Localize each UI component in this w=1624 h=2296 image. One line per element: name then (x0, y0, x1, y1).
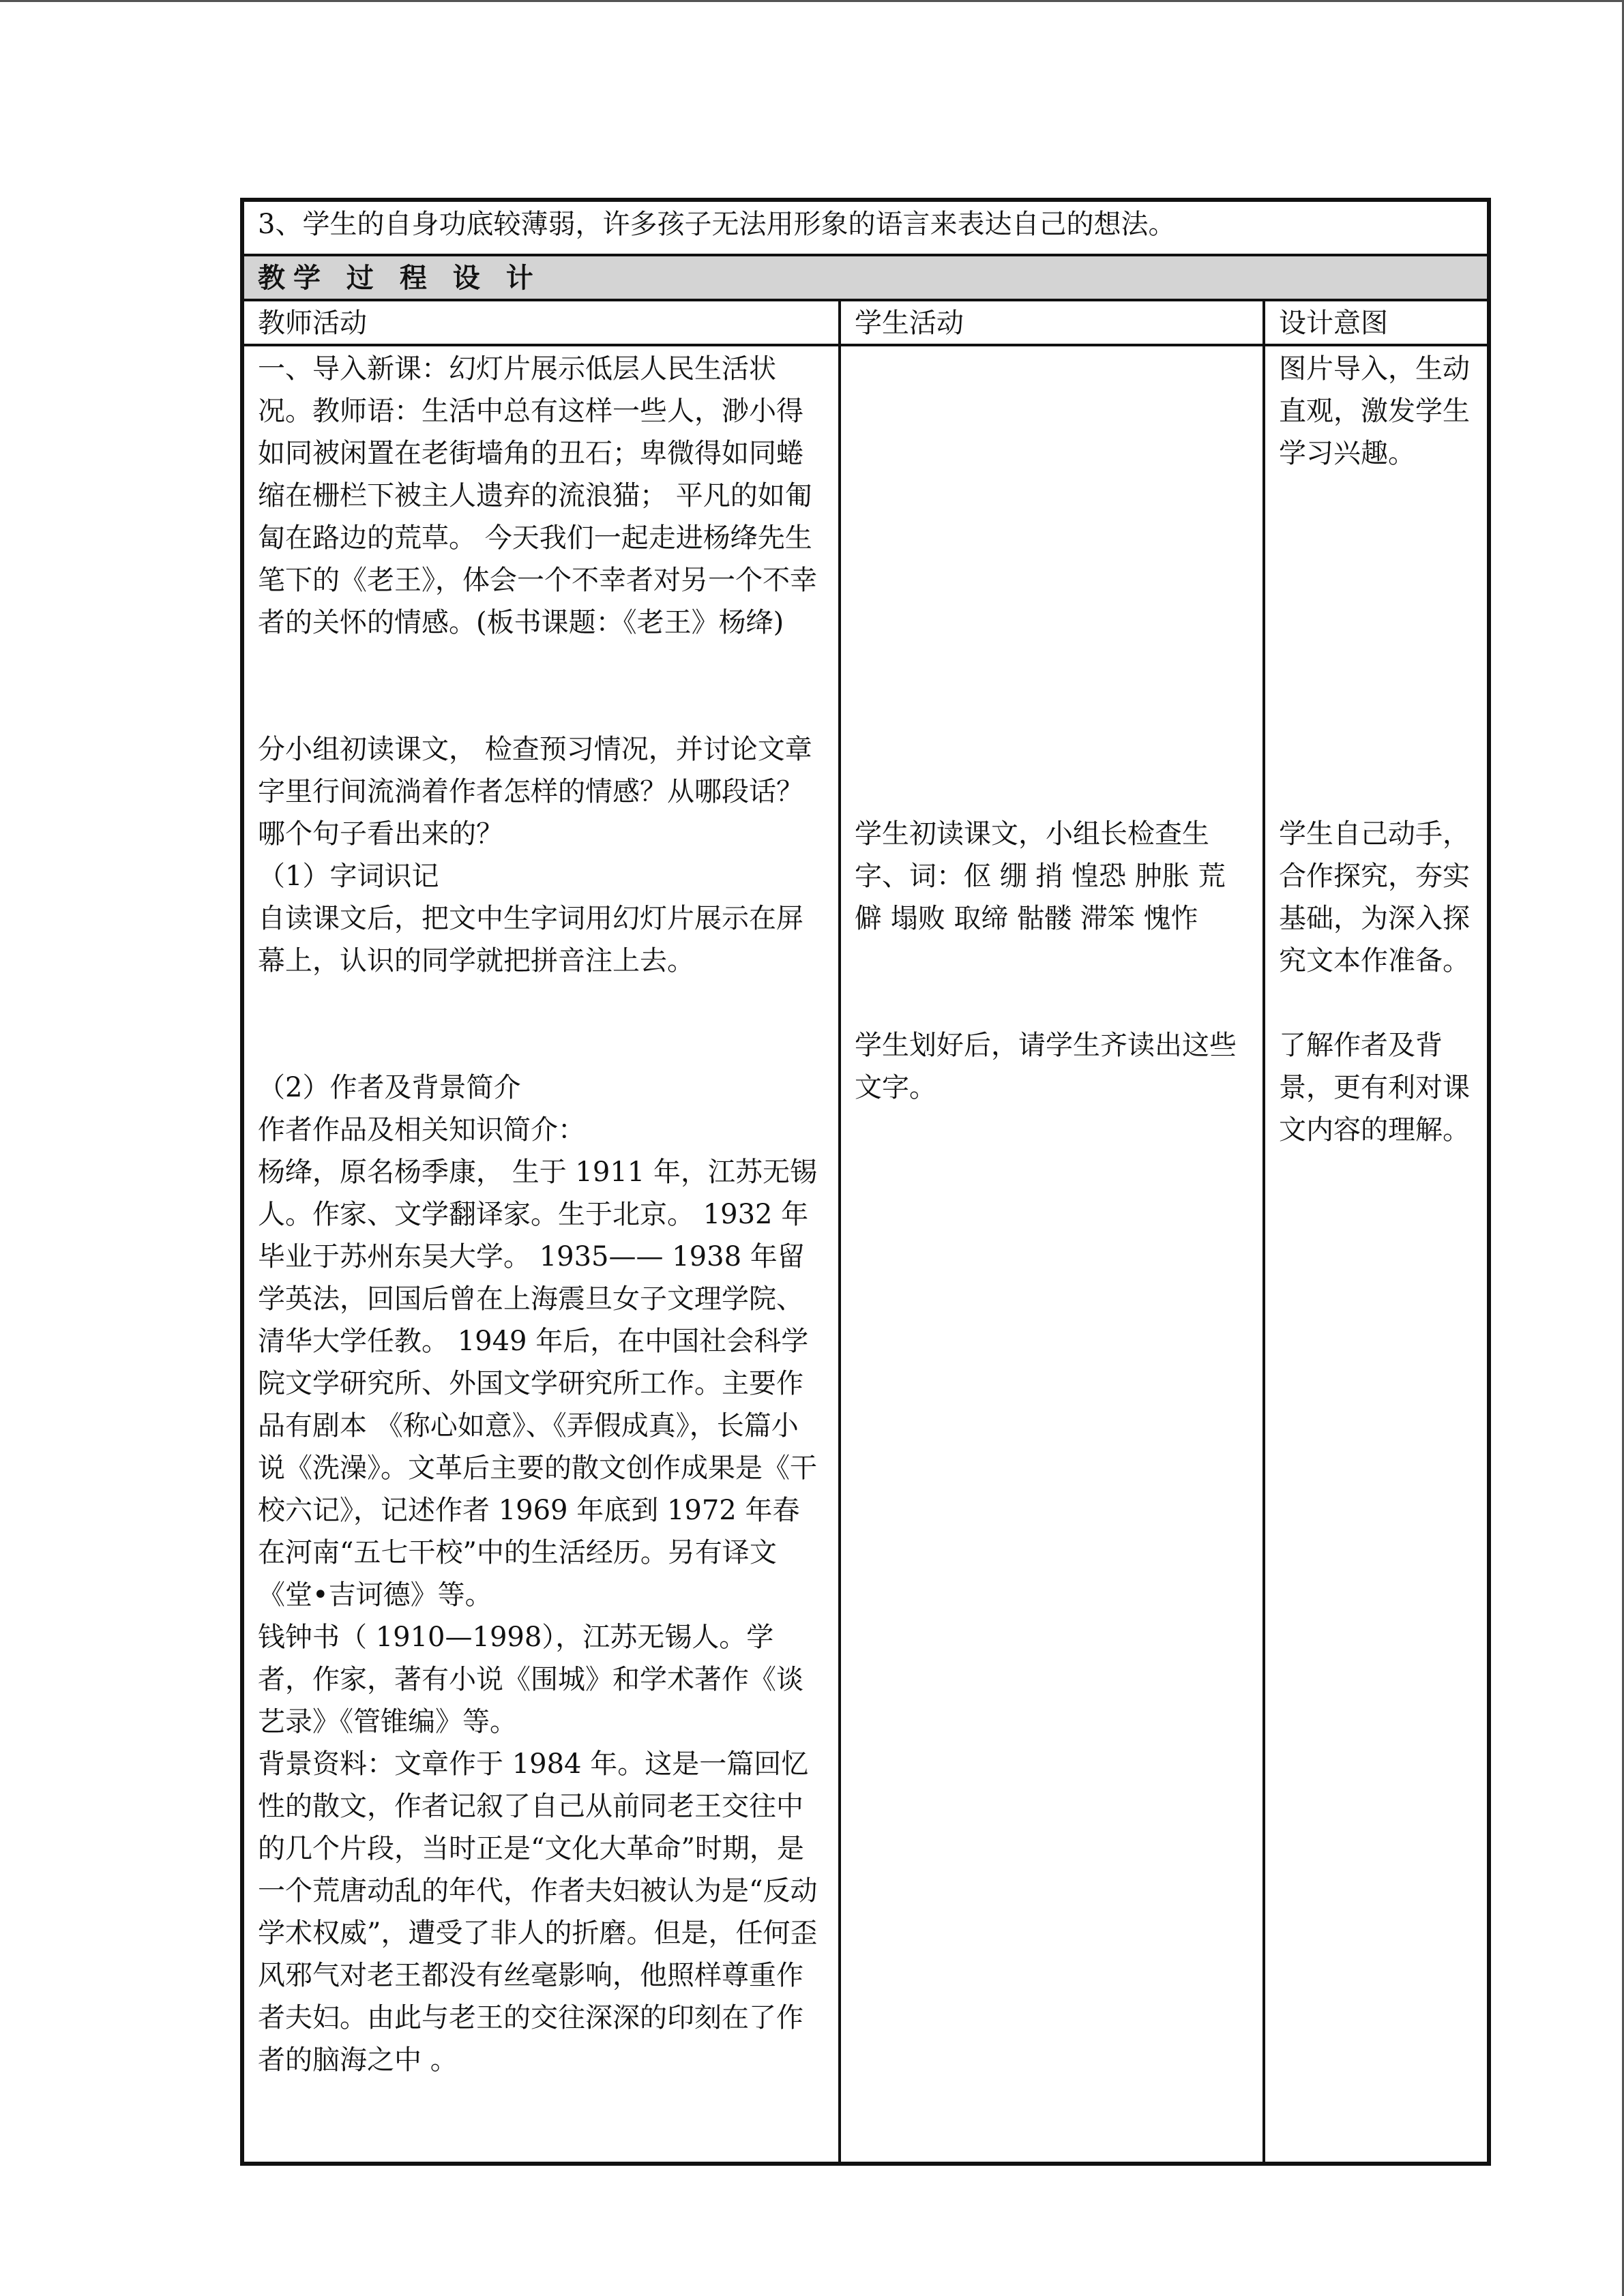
page-border-top (0, 0, 1624, 2)
content-row (242, 345, 1489, 2164)
column-header-teacher: 教师活动 (242, 300, 840, 345)
section-title: 教学 过 程 设 计 (242, 255, 1489, 300)
spacer (258, 644, 825, 686)
teacher-yang-jiang-bio: 杨绛，原名杨季康， 生于 1911 年，江苏无锡人。作家、文学翻译家。生于北京。 1932 年毕业于苏州东吴大学。 1935—— 1938 年留学英法，回国后曾在上海震旦女子文理学院、清华大学任教。 1949 年后，在中国社会科学院文学研究所、外国文学研究所工作。主要作品有剧本 《称心如意》、《弄假成真》，长篇小说《洗澡》。文革后主要的散文创作成果是《干校六记》，记述作者 1969 年底到 1972 年春在河南“五七干校”中的生活经历。另有译文《堂•吉诃德》等。 (258, 1157, 817, 1611)
column-header-row (242, 300, 1489, 345)
teacher-group-reading-paragraph: 分小组初读课文， 检查预习情况，并讨论文章字里行间流淌着作者怎样的情感？从哪段话？哪个句子看出来的？ (258, 734, 812, 850)
teacher-author-intro-label: 作者作品及相关知识简介： (258, 1114, 585, 1146)
spacer (1279, 475, 1473, 813)
spacer (258, 982, 825, 1024)
lesson-plan-table (240, 198, 1491, 2166)
teacher-activity-cell (242, 345, 840, 2164)
student-marking-paragraph: 学生划好后，请学生齐读出这些文字。 (855, 1030, 1237, 1103)
teacher-vocab-heading: （1）字词识记 (258, 861, 439, 892)
spacer (1279, 982, 1473, 1024)
column-header-student: 学生活动 (840, 300, 1264, 345)
design-intent-cell (1264, 345, 1489, 2164)
intro-row (242, 200, 1489, 255)
teacher-intro-paragraph: 一、导入新课：幻灯片展示低层人民生活状况。教师语：生活中总有这样一些人，渺小得如同被闲置在老街墙角的丑石；卑微得如同蜷缩在栅栏下被主人遗弃的流浪猫； 平凡的如匍匐在路边的荒草。 今天我们一起走进杨绛先生笔下的《老王》，体会一个不幸者对另一个不幸者的关怀的情感。(板书课题：《老王》杨绛) (258, 353, 817, 638)
intent-intro: 图片导入，生动直观，激发学生学习兴趣。 (1279, 353, 1470, 469)
spacer (258, 1024, 825, 1067)
intent-author-background: 了解作者及背景，更有利对课文内容的理解。 (1279, 1030, 1470, 1146)
section-header-row (242, 255, 1489, 300)
intro-text: 3、学生的自身功底较薄弱，许多孩子无法用形象的语言来表达自己的想法。 (242, 200, 1489, 255)
teacher-background-paragraph: 背景资料：文章作于 1984 年。这是一篇回忆性的散文，作者记叙了自己从前同老王交往中的几个片段，当时正是“文化大革命”时期，是一个荒唐动乱的年代，作者夫妇被认为是“反动学术权威”，遭受了非人的折磨。但是，任何歪风邪气对老王都没有丝毫影响，他照样尊重作者夫妇。由此与老王的交往深深的印刻在了作者的脑海之中 。 (258, 1748, 818, 2076)
teacher-qian-zhongshu-bio: 钱钟书（ 1910—1998），江苏无锡人。学者，作家，著有小说《围城》和学术著作《谈艺录》《管锥编》等。 (258, 1622, 803, 1738)
intent-group-work: 学生自己动手，合作探究，夯实基础，为深入探究文本作准备。 (1279, 818, 1470, 976)
spacer (855, 348, 1249, 813)
spacer (855, 940, 1249, 1024)
teacher-vocab-paragraph: 自读课文后，把文中生字词用幻灯片展示在屏幕上，认识的同学就把拼音注上去。 (258, 903, 803, 976)
student-reading-paragraph: 学生初读课文，小组长检查生字、词：伛 绷 捎 惶恐 肿胀 荒僻 塌败 取缔 骷髅 滞笨 愧怍 (855, 818, 1226, 934)
student-activity-cell (840, 345, 1264, 2164)
spacer (258, 686, 825, 728)
teacher-author-heading: （2）作者及背景简介 (258, 1072, 521, 1103)
column-header-intent: 设计意图 (1264, 300, 1489, 345)
